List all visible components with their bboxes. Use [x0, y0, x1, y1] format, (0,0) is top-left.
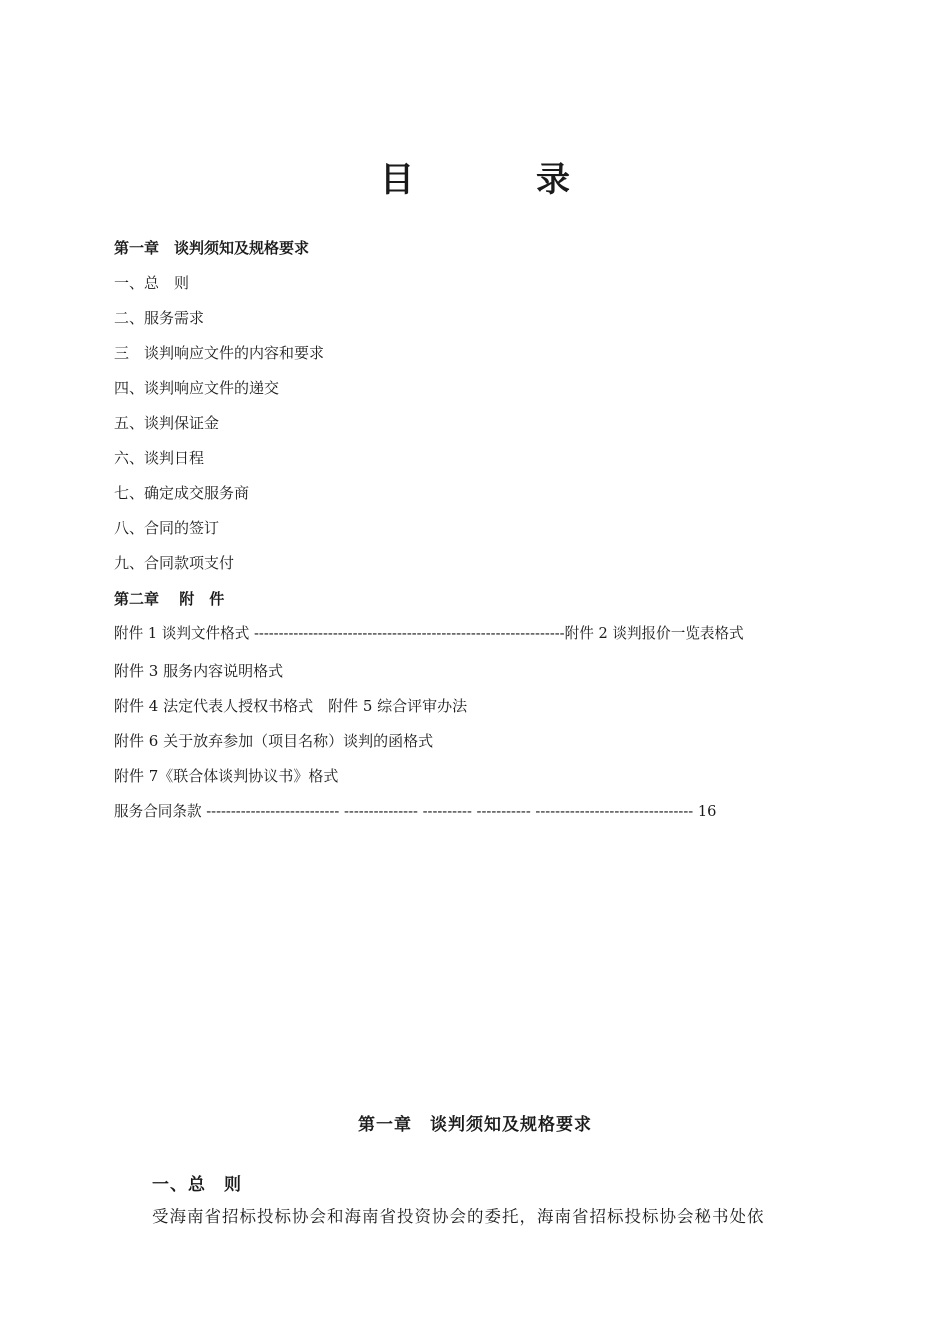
toc-item[interactable]: 八、合同的签订	[114, 519, 220, 537]
toc-item[interactable]: 九、合同款项支付	[114, 554, 235, 572]
toc-chapter-1[interactable]: 第一章 谈判须知及规格要求	[114, 239, 310, 257]
toc-item[interactable]: 服务合同条款 --------------------------- --------------- ---------- ----------- -------------------------------- 16	[114, 803, 717, 820]
chapter-heading: 第一章 谈判须知及规格要求	[358, 1115, 592, 1135]
toc-item[interactable]: 三 谈判响应文件的内容和要求	[114, 344, 325, 362]
toc-title: 目 录	[380, 160, 614, 200]
toc-item[interactable]: 五、谈判保证金	[114, 414, 220, 432]
toc-item[interactable]: 附件 1 谈判文件格式 ---------------------------------------------------------------附件 2 谈判报价一览表格式	[114, 625, 744, 642]
toc-item[interactable]: 六、谈判日程	[114, 449, 205, 467]
toc-chapter-2[interactable]: 第二章 附 件	[114, 590, 225, 608]
toc-item[interactable]: 四、谈判响应文件的递交	[114, 379, 280, 397]
toc-item[interactable]: 附件 4 法定代表人授权书格式 附件 5 综合评审办法	[114, 697, 468, 715]
toc-item[interactable]: 二、服务需求	[114, 309, 205, 327]
toc-item[interactable]: 一、总 则	[114, 274, 190, 292]
toc-item[interactable]: 附件 6 关于放弃参加（项目名称）谈判的函格式	[114, 732, 434, 750]
toc-item[interactable]: 附件 7《联合体谈判协议书》格式	[114, 767, 339, 785]
section-heading: 一、总 则	[152, 1175, 242, 1195]
toc-item[interactable]: 附件 3 服务内容说明格式	[114, 662, 284, 680]
body-paragraph: 受海南省招标投标协会和海南省投资协会的委托，海南省招标投标协会秘书处依	[152, 1207, 765, 1226]
toc-item[interactable]: 七、确定成交服务商	[114, 484, 250, 502]
